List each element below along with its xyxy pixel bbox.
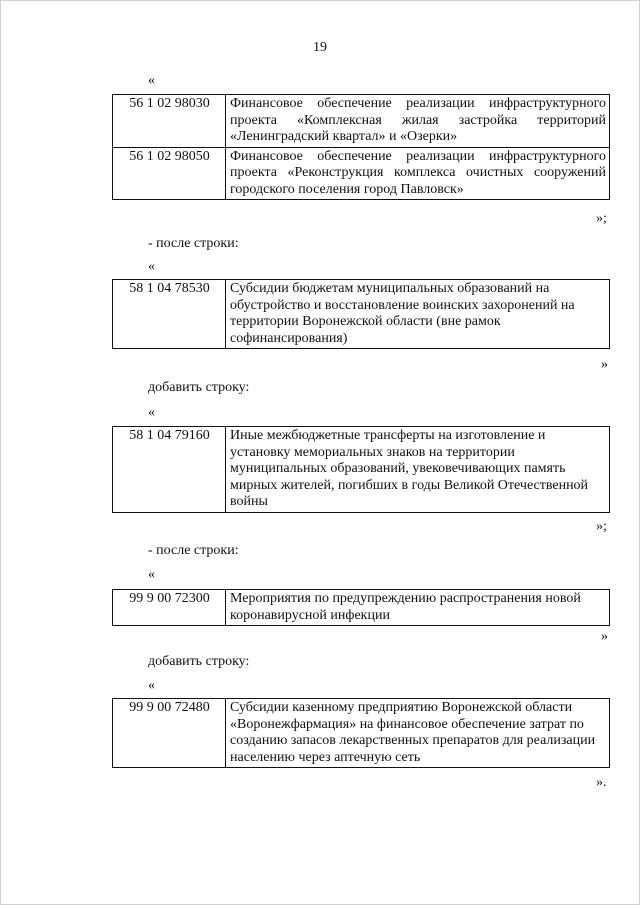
close-quote: ». (596, 775, 607, 790)
intro-text: добавить строку: (148, 654, 250, 669)
budget-code-cell: 56 1 02 98050 (113, 147, 226, 200)
intro-text: - после строки: (148, 236, 239, 251)
table-row (113, 95, 610, 148)
budget-code-cell: 99 9 00 72480 (113, 699, 226, 768)
description-cell: Субсидии казенному предприятию Воронежской области «Воронежфармация» на финансовое обеспечение затрат по созданию запасов лекарственных препаратов для реализации населению через аптечную сеть (226, 699, 610, 768)
table-row (113, 280, 610, 349)
budget-code-cell: 58 1 04 78530 (113, 280, 226, 349)
page-number: 19 (313, 40, 327, 55)
close-quote: »; (596, 519, 607, 534)
budget-code-cell: 99 9 00 72300 (113, 590, 226, 626)
budget-code-cell: 58 1 04 79160 (113, 427, 226, 513)
open-quote: « (148, 567, 155, 582)
description-cell: Субсидии бюджетам муниципальных образований на обустройство и восстановление воинских захоронений на территории Воронежской области (вне рамок софинансирования) (226, 280, 610, 349)
budget-code-table (112, 279, 610, 349)
close-quote: » (601, 357, 608, 372)
description-cell: Мероприятия по предупреждению распространения новой коронавирусной инфекции (226, 590, 610, 626)
budget-code-table (112, 698, 610, 768)
description-cell: Иные межбюджетные трансферты на изготовление и установку мемориальных знаков на территории муниципальных образований, увековечивающих память мирных жителей, погибших в годы Великой Отечественной войны (226, 427, 610, 513)
open-quote: « (148, 73, 155, 88)
table-row (113, 427, 610, 513)
table-row (113, 699, 610, 768)
open-quote: « (148, 259, 155, 274)
open-quote: « (148, 678, 155, 693)
close-quote: » (601, 629, 608, 644)
description-cell: Финансовое обеспечение реализации инфраструктурного проекта «Комплексная жилая застройка территорий «Ленинградский квартал» и «Озерки» (226, 95, 610, 148)
table-row (113, 147, 610, 200)
budget-code-table (112, 589, 610, 626)
budget-code-table (112, 94, 610, 200)
budget-code-cell: 56 1 02 98030 (113, 95, 226, 148)
close-quote: »; (596, 211, 607, 226)
intro-text: - после строки: (148, 543, 239, 558)
intro-text: добавить строку: (148, 380, 250, 395)
table-row (113, 590, 610, 626)
open-quote: « (148, 405, 155, 420)
budget-code-table (112, 426, 610, 513)
description-cell: Финансовое обеспечение реализации инфраструктурного проекта «Реконструкция комплекса очистных сооружений городского поселения город Павловск» (226, 147, 610, 200)
